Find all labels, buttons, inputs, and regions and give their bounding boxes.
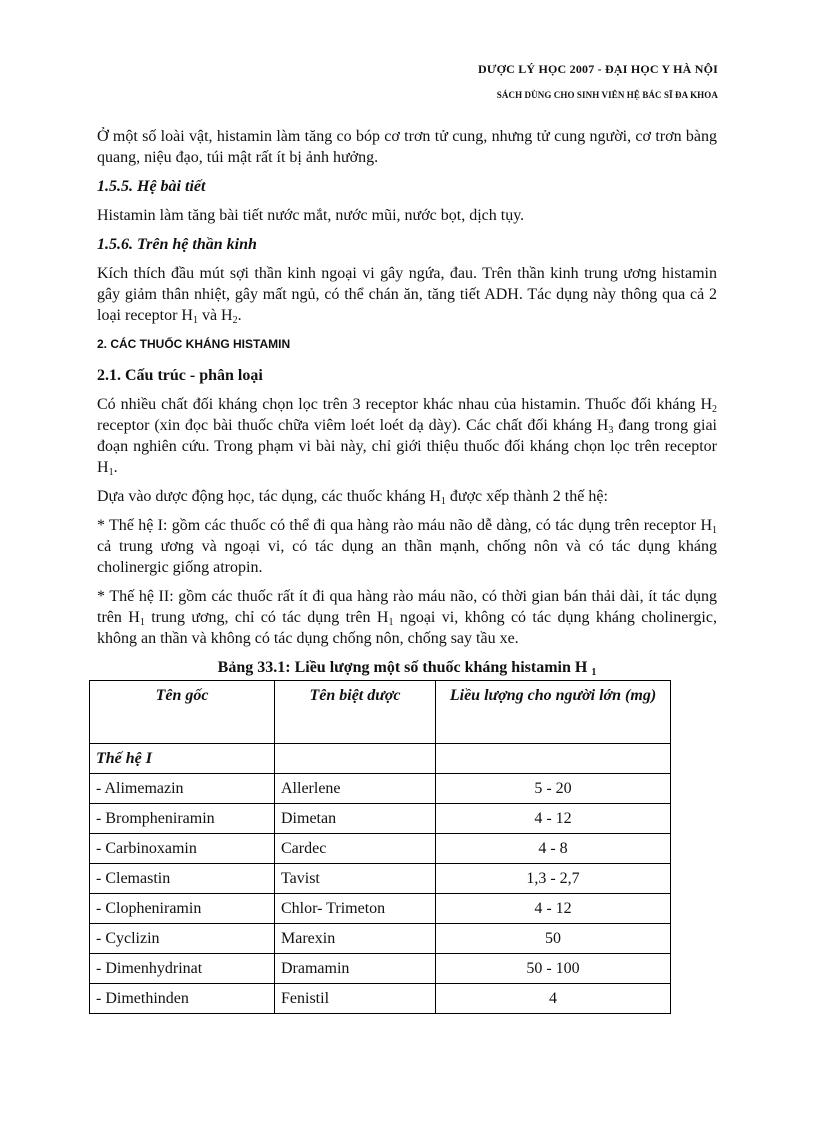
table-body [90,744,671,1014]
subscript: 1 [591,667,597,678]
column-header-brand-name: Tên biệt dược [275,681,436,744]
text-segment: receptor (xin đọc bài thuốc chữa viêm loét loét dạ dày). Các chất đối kháng H [97,417,609,434]
cell-dose: 1,3 - 2,7 [436,864,671,894]
paragraph-generations-intro [97,486,717,507]
table-row [90,834,671,864]
cell-brand-name: Fenistil [275,984,436,1014]
text-segment: * Thế hệ II: gồm các thuốc rất ít đi qua hàng rào máu não, có thời gian bán thải dài, ít tác dụng trên H [97,588,717,626]
cell-brand-name: Dimetan [275,804,436,834]
cell-brand-name: Tavist [275,864,436,894]
section-heading-structure: 2.1. Cấu trúc - phân loại [97,367,263,384]
section-heading-secretion: 1.5.5. Hệ bài tiết [97,178,206,195]
cell-generic-name: - Clopheniramin [90,894,275,924]
text-segment: Kích thích đầu mút sợi thần kinh ngoại vi gây ngứa, đau. Trên thần kinh trung ương histamin gây giảm thân nhiệt, gây mất ngủ, có thể chán ăn, tăng tiết ADH. Tác dụng này thông qua cả 2 loại receptor H [97,265,717,324]
table-row [90,894,671,924]
empty-cell [275,744,436,774]
table-row [90,984,671,1014]
cell-generic-name: - Alimemazin [90,774,275,804]
column-header-adult-dose: Liều lượng cho người lớn (mg) [436,681,671,744]
text-segment: trung ương, chỉ có tác dụng trên H [144,609,389,626]
cell-brand-name: Chlor- Trimeton [275,894,436,924]
subscript: 1 [192,315,198,326]
cell-dose: 4 - 12 [436,894,671,924]
cell-dose: 50 - 100 [436,954,671,984]
paragraph-smooth-muscle: Ở một số loài vật, histamin làm tăng co bóp cơ trơn tử cung, nhưng tử cung người, cơ trơn bàng quang, niệu đạo, túi mật rất ít bị ảnh hưởng. [97,128,717,166]
cell-generic-name: - Brompheniramin [90,804,275,834]
page-content [97,126,717,1014]
section-heading-nervous-system: 1.5.6. Trên hệ thần kinh [97,236,257,253]
table-row [90,804,671,834]
subscript: 1 [440,496,446,507]
subscript: 1 [108,467,114,478]
table-row [90,774,671,804]
running-header-subtitle: SÁCH DÙNG CHO SINH VIÊN HỆ BÁC SĨ ĐA KHOA [496,90,718,100]
table-row [90,864,671,894]
cell-brand-name: Marexin [275,924,436,954]
cell-generic-name: - Dimethinden [90,984,275,1014]
cell-generic-name: - Clemastin [90,864,275,894]
group-label: Thế hệ I [90,744,275,774]
text-segment: Có nhiều chất đối kháng chọn lọc trên 3 receptor khác nhau của histamin. Thuốc đối kháng H [97,396,712,413]
table-header-row [90,681,671,744]
paragraph-generation-1 [97,515,717,578]
paragraph-secretion: Histamin làm tăng bài tiết nước mắt, nước mũi, nước bọt, dịch tụy. [97,207,525,224]
table-row [90,924,671,954]
paragraph-generation-2 [97,586,717,649]
subscript: 2 [232,315,238,326]
subscript: 1 [388,617,394,628]
subscript: 3 [608,425,614,436]
text-segment: và H [197,307,233,324]
cell-dose: 50 [436,924,671,954]
column-header-generic-name: Tên gốc [90,681,275,744]
cell-brand-name: Cardec [275,834,436,864]
cell-brand-name: Dramamin [275,954,436,984]
text-segment: * Thế hệ I: gồm các thuốc có thể đi qua hàng rào máu não dễ dàng, có tác dụng trên receptor H [97,517,712,534]
cell-generic-name: - Dimenhydrinat [90,954,275,984]
text-segment: ngoại vi, không có tác dụng kháng cholinergic, không an thần và không có tác dụng chống nôn, chống say tầu xe. [97,609,717,647]
cell-dose: 4 - 12 [436,804,671,834]
cell-dose: 5 - 20 [436,774,671,804]
cell-generic-name: - Cyclizin [90,924,275,954]
table-row [90,954,671,984]
paragraph-antagonists [97,394,717,478]
cell-generic-name: - Carbinoxamin [90,834,275,864]
text-segment: được xếp thành 2 thế hệ: [445,488,608,505]
dosage-table [89,680,671,1014]
subscript: 1 [712,525,717,536]
running-header-title: DƯỢC LÝ HỌC 2007 - ĐẠI HỌC Y HÀ NỘI [478,62,718,76]
cell-dose: 4 [436,984,671,1014]
subscript: 1 [139,617,145,628]
cell-brand-name: Allerlene [275,774,436,804]
text-segment: . [113,459,118,476]
text-segment: đang trong giai đoạn nghiên cứu. Trong phạm vi bài này, chỉ giới thiệu thuốc đối kháng chọn lọc trên receptor H [97,417,717,476]
text-segment: cả trung ương và ngoại vi, có tác dụng an thần mạnh, chống nôn và có tác dụng kháng cholinergic giống atropin. [97,538,717,576]
empty-cell [436,744,671,774]
subscript: 2 [712,404,717,415]
text-segment: Dựa vào dược động học, tác dụng, các thuốc kháng H [97,488,441,505]
paragraph-nervous-system [97,263,717,326]
table-caption [97,657,717,678]
table-group-row [90,744,671,774]
text-segment: . [237,307,242,324]
chapter-heading-antihistamines: 2. CÁC THUỐC KHÁNG HISTAMIN [97,337,291,351]
cell-dose: 4 - 8 [436,834,671,864]
caption-text: Bảng 33.1: Liều lượng một số thuốc kháng histamin H [217,659,588,676]
